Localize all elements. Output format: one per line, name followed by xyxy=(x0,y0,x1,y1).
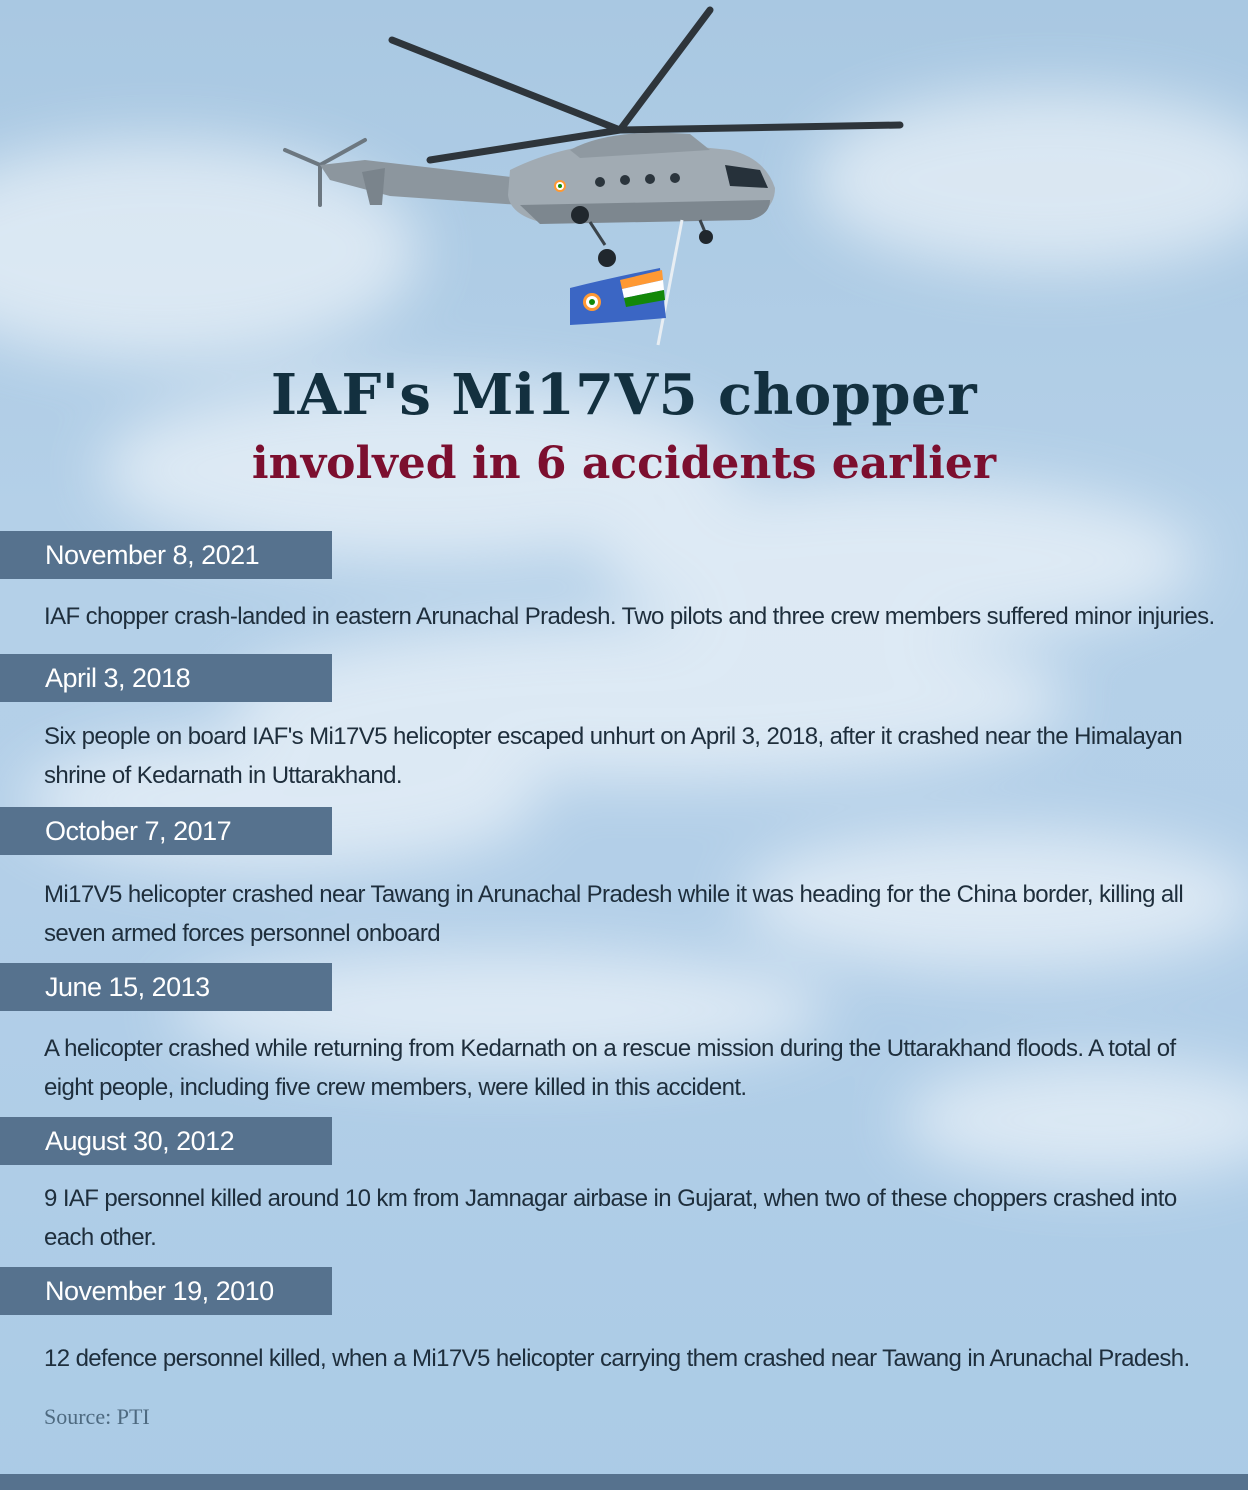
accident-description: A helicopter crashed while returning from Kedarnath on a rescue mission during the Uttarakhand floods. A total of eight people, including five crew members, were killed in this accident. xyxy=(44,1035,1176,1101)
accident-description: 9 IAF personnel killed around 10 km from Jamnagar airbase in Gujarat, when two of these choppers crashed into each other. xyxy=(44,1185,1177,1251)
source-credit: Source: PTI xyxy=(44,1404,150,1429)
accident-description: IAF chopper crash-landed in eastern Arunachal Pradesh. Two pilots and three crew members suffered minor injuries. xyxy=(44,603,1215,630)
accident-description: Mi17V5 helicopter crashed near Tawang in Arunachal Pradesh while it was heading for the China border, killing all seven armed forces personnel onboard xyxy=(44,881,1184,947)
accident-date-tab: April 3, 2018 xyxy=(0,654,332,702)
accident-description: 12 defence personnel killed, when a Mi17V5 helicopter carrying them crashed near Tawang in Arunachal Pradesh. xyxy=(44,1345,1190,1372)
accident-date-tab: October 7, 2017 xyxy=(0,807,332,855)
page-title: IAF's Mi17V5 chopper xyxy=(270,362,978,428)
bottom-divider xyxy=(0,1474,1248,1490)
page-subtitle: involved in 6 accidents earlier xyxy=(251,438,997,489)
accident-date-tab: November 8, 2021 xyxy=(0,531,332,579)
accident-date-tab: August 30, 2012 xyxy=(0,1117,332,1165)
helicopter-with-flag-icon xyxy=(270,0,920,350)
accident-date-tab: November 19, 2010 xyxy=(0,1267,332,1315)
accident-date-tab: June 15, 2013 xyxy=(0,963,332,1011)
accident-description: Six people on board IAF's Mi17V5 helicopter escaped unhurt on April 3, 2018, after it crashed near the Himalayan shrine of Kedarnath in Uttarakhand. xyxy=(44,723,1183,789)
